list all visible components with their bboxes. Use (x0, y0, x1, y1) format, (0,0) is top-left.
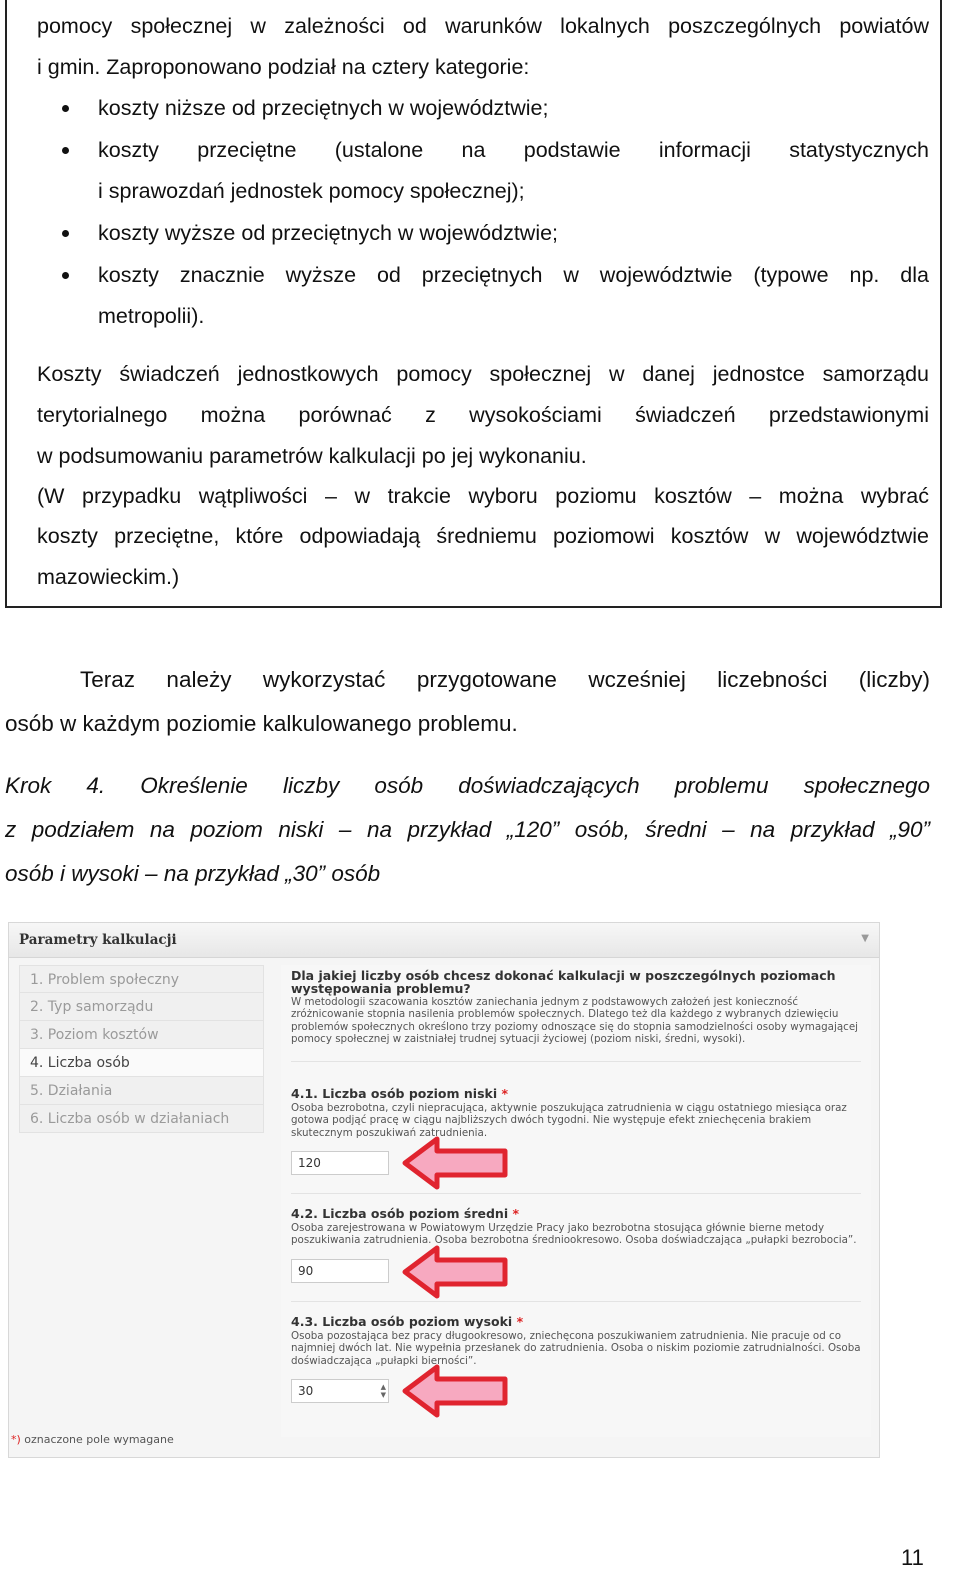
input-count-high[interactable]: 30 ▲ ▼ (291, 1379, 389, 1403)
input-count-medium[interactable]: 90 (291, 1259, 389, 1283)
red-arrow-icon (401, 1244, 511, 1300)
bullet-item: koszty niższe od przeciętnych w województwie; (98, 96, 549, 120)
form-main (281, 965, 871, 1437)
sidebar-step-dzialania[interactable]: 5. Działania (19, 1077, 264, 1105)
red-arrow-icon (401, 1363, 511, 1419)
para2-line: (W przypadku wątpliwości – w trakcie wyboru poziomu kosztów – można wybrać (37, 484, 929, 508)
step-heading-line: z podziałem na poziom niski – na przykład „120” osób, średni – na przykład „90” (5, 817, 930, 842)
bullet-dot (62, 105, 69, 112)
section-desc-low: Osoba bezrobotna, czyli niepracująca, aktywnie poszukująca zatrudnienia w ciągu ostatniego miesiąca oraz gotowa podjąć pracę w ciągu najbliższych dwóch tygodni. Nie występuje efekt zniechęcenia brakiem skutecznym poszukiwań zatrudnienia. (291, 1102, 847, 1139)
section-title-high: 4.3. Liczba osób poziom wysoki * (291, 1314, 524, 1329)
para1-line: w podsumowaniu parametrów kalkulacji po jej wykonaniu. (37, 444, 587, 468)
para2-line: koszty przeciętne, które odpowiadają średniemu poziomowi kosztów w województwie (37, 524, 929, 548)
body-para-line: osób w każdym poziomie kalkulowanego problemu. (5, 711, 518, 736)
step-heading-line: osób i wysoki – na przykład „30” osób (5, 861, 381, 886)
section-title-low: 4.1. Liczba osób poziom niski * (291, 1086, 509, 1101)
bullet-dot (62, 272, 69, 279)
input-count-low[interactable]: 120 (291, 1151, 389, 1175)
box-line-1: pomocy społecznej w zależności od warunków lokalnych poszczególnych powiatów (37, 14, 929, 38)
bullet-dot (62, 147, 69, 154)
bullet-dot (62, 230, 69, 237)
para1-line: terytorialnego można porównać z wysokościami świadczeń przedstawionymi (37, 403, 929, 427)
divider (291, 1193, 861, 1194)
box-line-2: i gmin. Zaproponowano podział na cztery kategorie: (37, 55, 530, 79)
divider (291, 1061, 861, 1062)
sidebar-step-liczba-osob-dzialania[interactable]: 6. Liczba osób w działaniach (19, 1105, 264, 1133)
red-arrow-icon (401, 1135, 511, 1191)
sidebar-step-poziom-kosztow[interactable]: 3. Poziom kosztów (19, 1021, 264, 1049)
spinner-arrows-icon[interactable]: ▲ ▼ (380, 1383, 386, 1399)
section-title-medium: 4.2. Liczba osób poziom średni * (291, 1206, 520, 1221)
sidebar-step-liczba-osob[interactable]: 4. Liczba osób (19, 1049, 264, 1077)
sidebar-step-typ-samorzadu[interactable]: 2. Typ samorządu (19, 993, 264, 1021)
body-para-line: Teraz należy wykorzystać przygotowane wcześniej liczebności (liczby) (80, 667, 930, 692)
section-desc-medium: Osoba zarejestrowana w Powiatowym Urzędzie Pracy jako bezrobotna stosująca głównie bierne metody poszukiwania zatrudnienia. Osoba bezrobotna średniookresowo. Osoba doświadczająca „pułapki bezrobocia”. (291, 1222, 857, 1247)
form-question: Dla jakiej liczby osób chcesz dokonać kalkulacji w poszczególnych poziomach występowania problemu? (291, 968, 836, 996)
panel-header (9, 923, 879, 958)
form-intro: W metodologii szacowania kosztów zaniechania jednym z podstawowych założeń jest konieczność zróżnicowanie stopnia nasilenia problemów społecznych. Dlatego też dla każdego z wybranych dziewięciu problemów społecznych określono trzy poziomy odnoszące się do stopnia samodzielności osoby wymagającej pomocy społecznej w zaistniałej trudnej sytuacji życiowej (poziom niski, średni, wysoki). (291, 996, 859, 1045)
para2-line: mazowieckim.) (37, 565, 180, 589)
bullet-item-cont: i sprawozdań jednostek pomocy społecznej); (98, 179, 525, 203)
bullet-item-cont: metropolii). (98, 304, 205, 328)
section-desc-high: Osoba pozostająca bez pracy długookresowo, zniechęcona poszukiwaniem zatrudnienia. Nie pracuje od co najmniej dwóch lat. Nie wypełnia przesłanek do zatrudnienia. Osoba o niskim poziomie zatrudnialności. Osoba doświadczająca „pułapki bierności”. (291, 1330, 861, 1367)
required-footnote: *) oznaczone pole wymagane (11, 1433, 174, 1446)
collapse-chevron-icon[interactable]: ▼ (861, 933, 869, 944)
panel-title: Parametry kalkulacji (19, 932, 177, 948)
bullet-item: koszty znacznie wyższe od przeciętnych w województwie (typowe np. dla (98, 263, 929, 287)
divider (291, 1301, 861, 1302)
page-number: 11 (901, 1545, 924, 1570)
app-screenshot (8, 922, 880, 1458)
step-heading-line: Krok 4. Określenie liczby osób doświadczających problemu społecznego (5, 773, 930, 798)
para1-line: Koszty świadczeń jednostkowych pomocy społecznej w danej jednostce samorządu (37, 362, 929, 386)
steps-sidebar (19, 965, 264, 1133)
bullet-item: koszty wyższe od przeciętnych w województwie; (98, 221, 559, 245)
sidebar-step-problem[interactable]: 1. Problem społeczny (19, 965, 264, 993)
bullet-item: koszty przeciętne (ustalone na podstawie informacji statystycznych (98, 138, 929, 162)
